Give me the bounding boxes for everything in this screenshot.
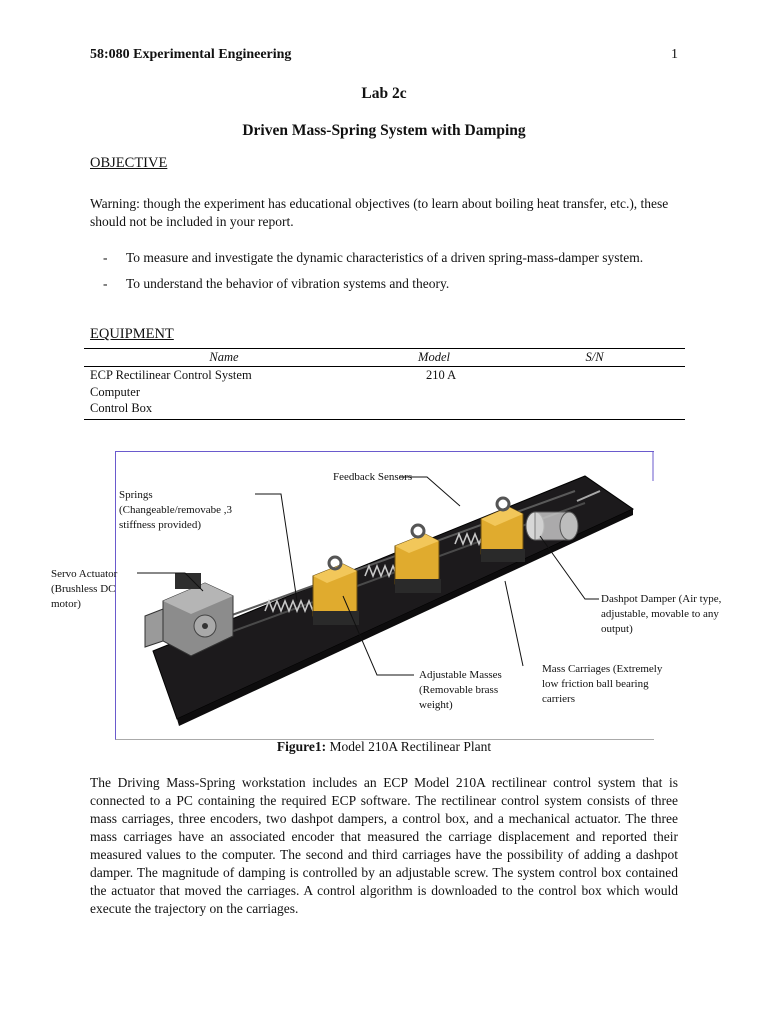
bullet-text: To understand the behavior of vibration systems and theory. (126, 276, 450, 291)
label-adjustable-masses: Adjustable Masses (Removable brass weight) (419, 669, 502, 711)
warning-text: Warning: though the experiment has educational objectives (to learn about boiling heat transfer, etc.), these should not be included in your report. (90, 196, 669, 229)
table-cell-name: ECP Rectilinear Control System (90, 368, 252, 382)
table-row (84, 367, 685, 384)
table-cell-sn (504, 384, 685, 401)
table-cell-model (364, 400, 504, 419)
table-cell-model: 210 A (426, 368, 457, 382)
objective-list (90, 249, 680, 301)
label-dashpot-damper: Dashpot Damper (Air type, adjustable, movable to any output) (601, 593, 722, 635)
bullet-marker: - (103, 250, 108, 265)
table-cell-name: Control Box (84, 400, 364, 419)
label-springs: Springs (Changeable/removabe ,3 stiffness provided) (119, 489, 233, 531)
page-header (90, 47, 678, 67)
table-cell-name: Computer (90, 384, 140, 399)
mass-carriage-1 (313, 557, 359, 625)
bullet-text: To measure and investigate the dynamic characteristics of a driven spring-mass-damper system. (126, 250, 644, 265)
label-servo-actuator: Servo Actuator (Brushless DC motor) (51, 568, 118, 610)
table-header-row (84, 349, 685, 367)
figure-caption-text: Model 210A Rectilinear Plant (326, 739, 492, 754)
objective-heading: OBJECTIVE (90, 155, 168, 171)
table-cell-sn (504, 400, 685, 419)
figure-caption-label: Figure1: (276, 739, 327, 754)
body-paragraph: The Driving Mass-Spring workstation includes an ECP Model 210A rectilinear control system that is connected to a PC containing the required ECP software. The rectilinear control system consists of three mass carriages, three encoders, two dashpot dampers, a control box, and a mechanical actuator. The three mass carriages have an associated encoder that measured the carriage displacement and reported their measured values to the computer. The second and third carriages have the possibility of adding a dashpot damper. The magnitude of damping is controlled by an adjustable screw. The system control box contained the actuator that moved the carriages. A control algorithm is downloaded to the control box which would execute the trajectory on the carriages. (90, 775, 678, 916)
course-title: 58:080 Experimental Engineering (90, 47, 292, 62)
list-item (90, 275, 680, 293)
document-title: Driven Mass-Spring System with Damping (242, 122, 526, 139)
lab-title: Lab 2c (361, 85, 407, 102)
label-feedback-sensors: Feedback Sensors (333, 471, 413, 483)
bullet-marker: - (103, 276, 108, 291)
figure-caption (0, 739, 768, 755)
equipment-table (84, 348, 685, 420)
list-item (90, 249, 680, 267)
table-cell-model (364, 384, 504, 401)
column-header-model: Model (364, 349, 504, 367)
table-row (84, 384, 685, 401)
column-header-sn: S/N (504, 349, 685, 367)
label-mass-carriages: Mass Carriages (Extremely low friction ball bearing carriers (542, 663, 663, 705)
table-row (84, 400, 685, 419)
equipment-heading: EQUIPMENT (90, 326, 174, 342)
mass-carriage-2 (395, 525, 441, 593)
page-number: 1 (671, 47, 678, 62)
table-cell-sn (504, 367, 685, 384)
column-header-name: Name (84, 349, 364, 367)
